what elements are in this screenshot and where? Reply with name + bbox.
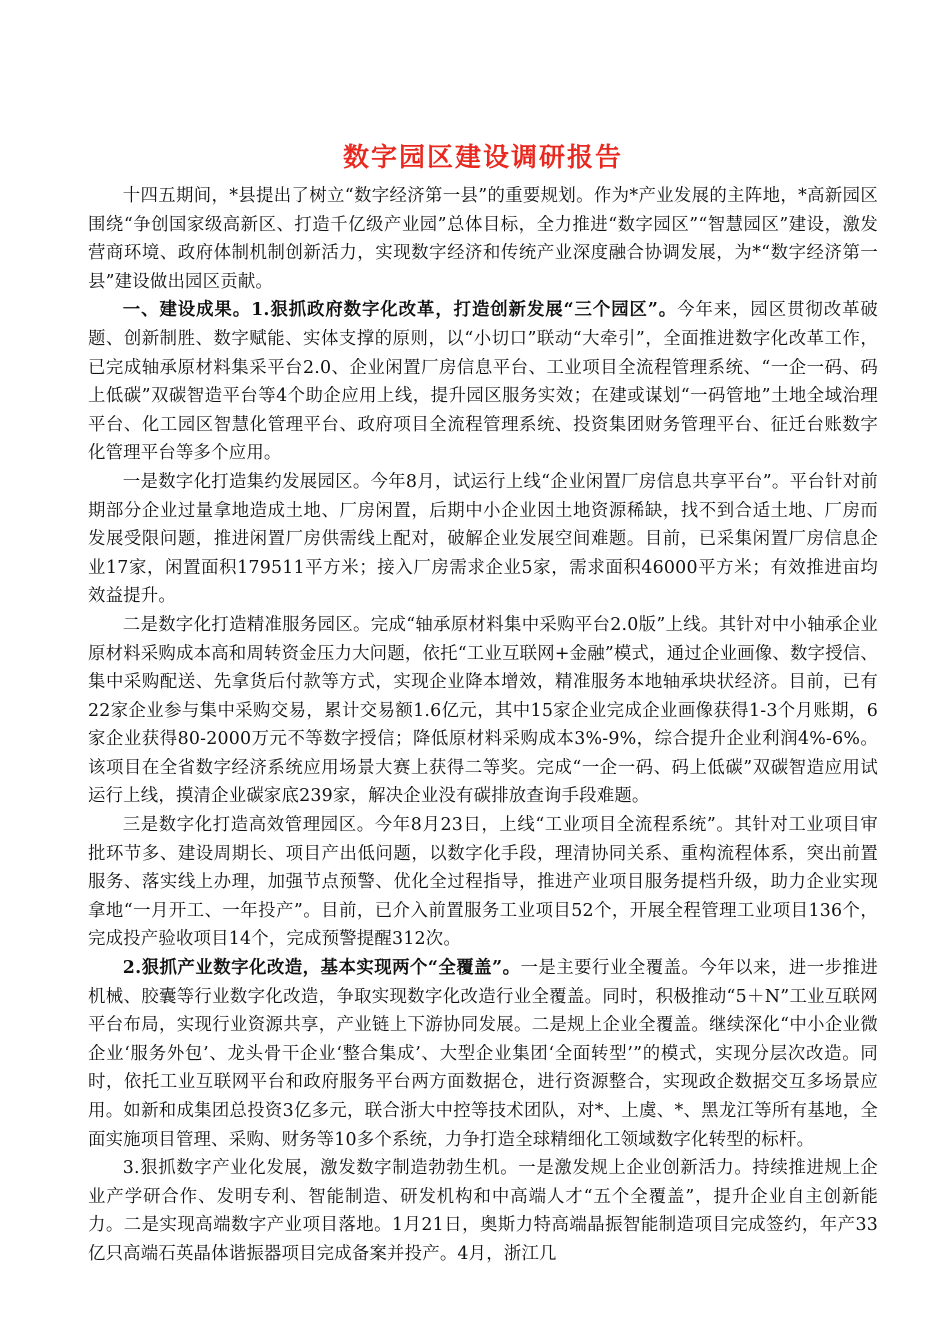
- paragraph-text: 三是数字化打造高效管理园区。今年8月23日，上线“工业项目全流程系统”。其针对工业项目审批环节多、建设周期长、项目产出低问题，以数字化手段，理清协同关系、重构流程体系，突出前置服务、落实线上办理，加强节点预警、优化全过程指导，推进产业项目服务提档升级，助力企业实现拿地“一月开工、一年投产”。目前，已介入前置服务工业项目52个，开展全程管理工业项目136个，完成投产验收项目14个，完成预警提醒312次。: [88, 815, 878, 950]
- section-heading: 一、建设成果。1.狠抓政府数字化改革，打造创新发展“三个园区”。: [122, 300, 678, 321]
- paragraph-item-1: [88, 468, 878, 611]
- paragraph-text: 今年来，园区贯彻改革破题、创新制胜、数字赋能、实体支撑的原则，以“小切口”联动“大牵引”，全面推进数字化改革工作，已完成轴承原材料集采平台2.0、企业闲置厂房信息平台、工业项目全流程管理系统、“一企一码、码上低碳”双碳智造平台等4个助企应用上线，提升园区服务实效；在建或谋划“一码管地”土地全域治理平台、化工园区智慧化管理平台、政府项目全流程管理系统、投资集团财务管理平台、征迁台账数字化管理平台等多个应用。: [88, 300, 878, 464]
- section-heading: 2.狠抓产业数字化改造，基本实现两个“全覆盖”。: [122, 958, 521, 979]
- paragraph-section-1: [88, 296, 878, 468]
- paragraph-item-3: [88, 811, 878, 954]
- paragraph-text: 一是主要行业全覆盖。今年以来，进一步推进机械、胶囊等行业数字化改造，争取实现数字化改造行业全覆盖。同时，积极推动“5＋N”工业互联网平台布局，实现行业资源共享，产业链上下游协同发展。二是规上企业全覆盖。继续深化“中小企业微企业‘服务外包’、龙头骨干企业‘整合集成’、大型企业集团‘全面转型’”的模式，实现分层次改造。同时，依托工业互联网平台和政府服务平台两方面数据仓，进行资源整合，实现政企数据交互多场景应用。如新和成集团总投资3亿多元，联合浙大中控等技术团队，对*、上虞、*、黑龙江等所有基地，全面实施项目管理、采购、财务等10多个系统，力争打造全球精细化工领域数字化转型的标杆。: [88, 958, 878, 1150]
- document-page: [88, 140, 878, 1269]
- paragraph-item-2: [88, 611, 878, 811]
- paragraph-section-3: [88, 1154, 878, 1268]
- paragraph-section-2: [88, 954, 878, 1154]
- document-title: 数字园区建设调研报告: [342, 143, 623, 173]
- paragraph-text: 十四五期间，*县提出了树立“数字经济第一县”的重要规划。作为*产业发展的主阵地，*高新园区围绕“争创国家级高新区、打造千亿级产业园”总体目标，全力推进“数字园区”“智慧园区”建设，激发营商环境、政府体制机制创新活力，实现数字经济和传统产业深度融合协调发展，为*“数字经济第一县”建设做出园区贡献。: [88, 186, 878, 292]
- paragraph-text: 一是数字化打造集约发展园区。今年8月，试运行上线“企业闲置厂房信息共享平台”。平台针对前期部分企业过量拿地造成土地、厂房闲置，后期中小企业因土地资源稀缺，找不到合适土地、厂房而发展受限问题，推进闲置厂房供需线上配对，破解企业发展空间难题。目前，已采集闲置厂房信息企业17家，闲置面积179511平方米；接入厂房需求企业5家，需求面积46000平方米；有效推进亩均效益提升。: [88, 471, 878, 607]
- paragraph-intro: [88, 182, 878, 296]
- paragraph-text: 二是数字化打造精准服务园区。完成“轴承原材料集中采购平台2.0版”上线。其针对中小轴承企业原材料采购成本高和周转资金压力大问题，依托“工业互联网+金融”模式，通过企业画像、数字授信、集中采购配送、先拿货后付款等方式，实现企业降本增效，精准服务本地轴承块状经济。目前，已有22家企业参与集中采购交易，累计交易额1.6亿元，其中15家企业完成企业画像获得1-3个月账期，6家企业获得80-2000万元不等数字授信；降低原材料采购成本3%-9%，综合提升企业利润4%-6%。该项目在全省数字经济系统应用场景大赛上获得二等奖。完成“一企一码、码上低碳”双碳智造应用试运行上线，摸清企业碳家底239家，解决企业没有碳排放查询手段难题。: [88, 614, 878, 807]
- paragraph-text: 3.狠抓数字产业化发展，激发数字制造勃勃生机。一是激发规上企业创新活力。持续推进规上企业产学研合作、发明专利、智能制造、研发机构和中高端人才“五个全覆盖”，提升企业自主创新能力。二是实现高端数字产业项目落地。1月21日，奥斯力特高端晶振智能制造项目完成签约，年产33亿只高端石英晶体谐振器项目完成备案并投产。4月，浙江几: [88, 1158, 878, 1264]
